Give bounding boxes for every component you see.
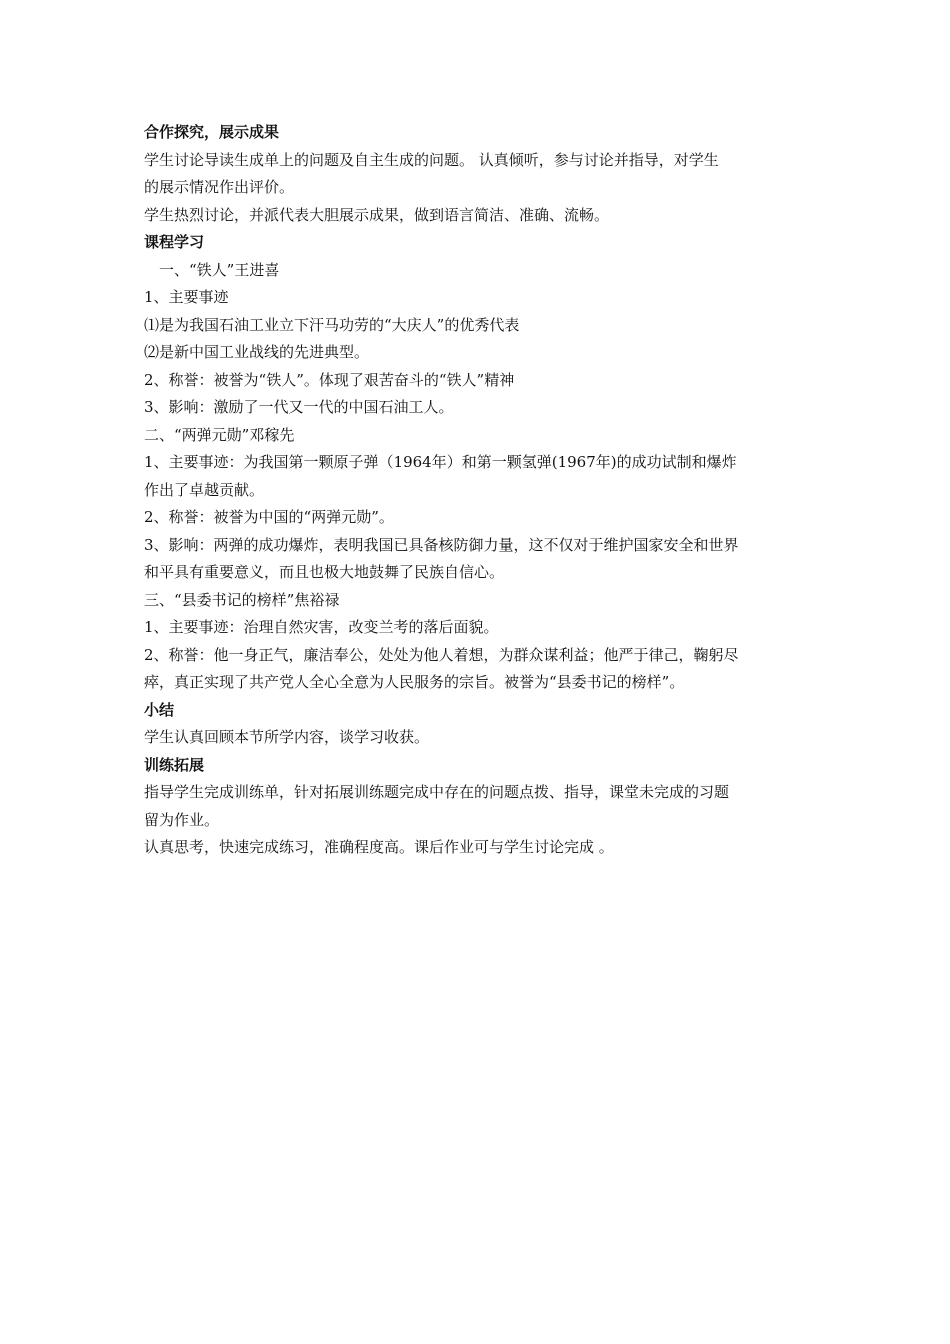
paragraph-line: 1、主要事迹：治理自然灾害，改变兰考的落后面貌。 [144, 618, 499, 636]
paragraph-line: 学生讨论导读生成单上的问题及自主生成的问题。 认真倾听，参与讨论并指导，对学生 [144, 150, 719, 169]
paragraph-line: 2、称誉：被誉为“铁人”。体现了艰苦奋斗的“铁人”精神 [144, 370, 515, 389]
section-heading-cooperative: 合作探究，展示成果 [144, 123, 280, 141]
paragraph-line: 3、影响：激励了一代又一代的中国石油工人。 [144, 398, 454, 416]
paragraph-line: 留为作业。 [144, 810, 220, 829]
paragraph-line: 1、主要事迹：为我国第一颗原子弹（1964年）和第一颗氢弹(1967年)的成功试制和爆炸 [144, 453, 737, 471]
subsection-title-2: 二、“两弹元勋”邓稼先 [144, 425, 295, 444]
paragraph-line: 学生热烈讨论，并派代表大胆展示成果，做到语言简洁、准确、流畅。 [144, 205, 610, 224]
subsection-title-3: 三、“县委书记的榜样”焦裕禄 [144, 590, 340, 609]
paragraph-line: ⑴是为我国石油工业立下汗马功劳的“大庆人”的优秀代表 [144, 315, 520, 334]
paragraph-line: 2、称誉：他一身正气，廉洁奉公，处处为他人着想，为群众谋利益；他严于律己，鞠躬尽 [144, 645, 739, 664]
section-heading-training: 训练拓展 [144, 755, 205, 774]
paragraph-line: 1、主要事迹 [144, 288, 229, 306]
document-page [144, 119, 812, 862]
paragraph-line: ⑵是新中国工业战线的先进典型。 [144, 343, 370, 361]
section-heading-summary: 小结 [144, 700, 175, 719]
section-heading-course: 课程学习 [144, 233, 205, 251]
paragraph-line: 认真思考，快速完成练习，准确程度高。课后作业可与学生讨论完成 。 [144, 838, 614, 856]
subsection-title-1: 一、“铁人”王进喜 [159, 260, 280, 279]
paragraph-line: 3、影响：两弹的成功爆炸，表明我国已具备核防御力量，这不仅对于维护国家安全和世界 [144, 535, 739, 554]
paragraph-line: 学生认真回顾本节所学内容，谈学习收获。 [144, 728, 430, 746]
paragraph-line: 瘁，真正实现了共产党人全心全意为人民服务的宗旨。被誉为“县委书记的榜样”。 [144, 673, 685, 691]
paragraph-line: 作出了卓越贡献。 [144, 480, 265, 499]
paragraph-line: 指导学生完成训练单，针对拓展训练题完成中存在的问题点拨、指导，课堂未完成的习题 [144, 783, 730, 801]
paragraph-line: 2、称誉：被誉为中国的“两弹元勋”。 [144, 508, 394, 526]
paragraph-line: 和平具有重要意义，而且也极大地鼓舞了民族自信心。 [144, 563, 505, 581]
paragraph-line: 的展示情况作出评价。 [144, 178, 295, 196]
